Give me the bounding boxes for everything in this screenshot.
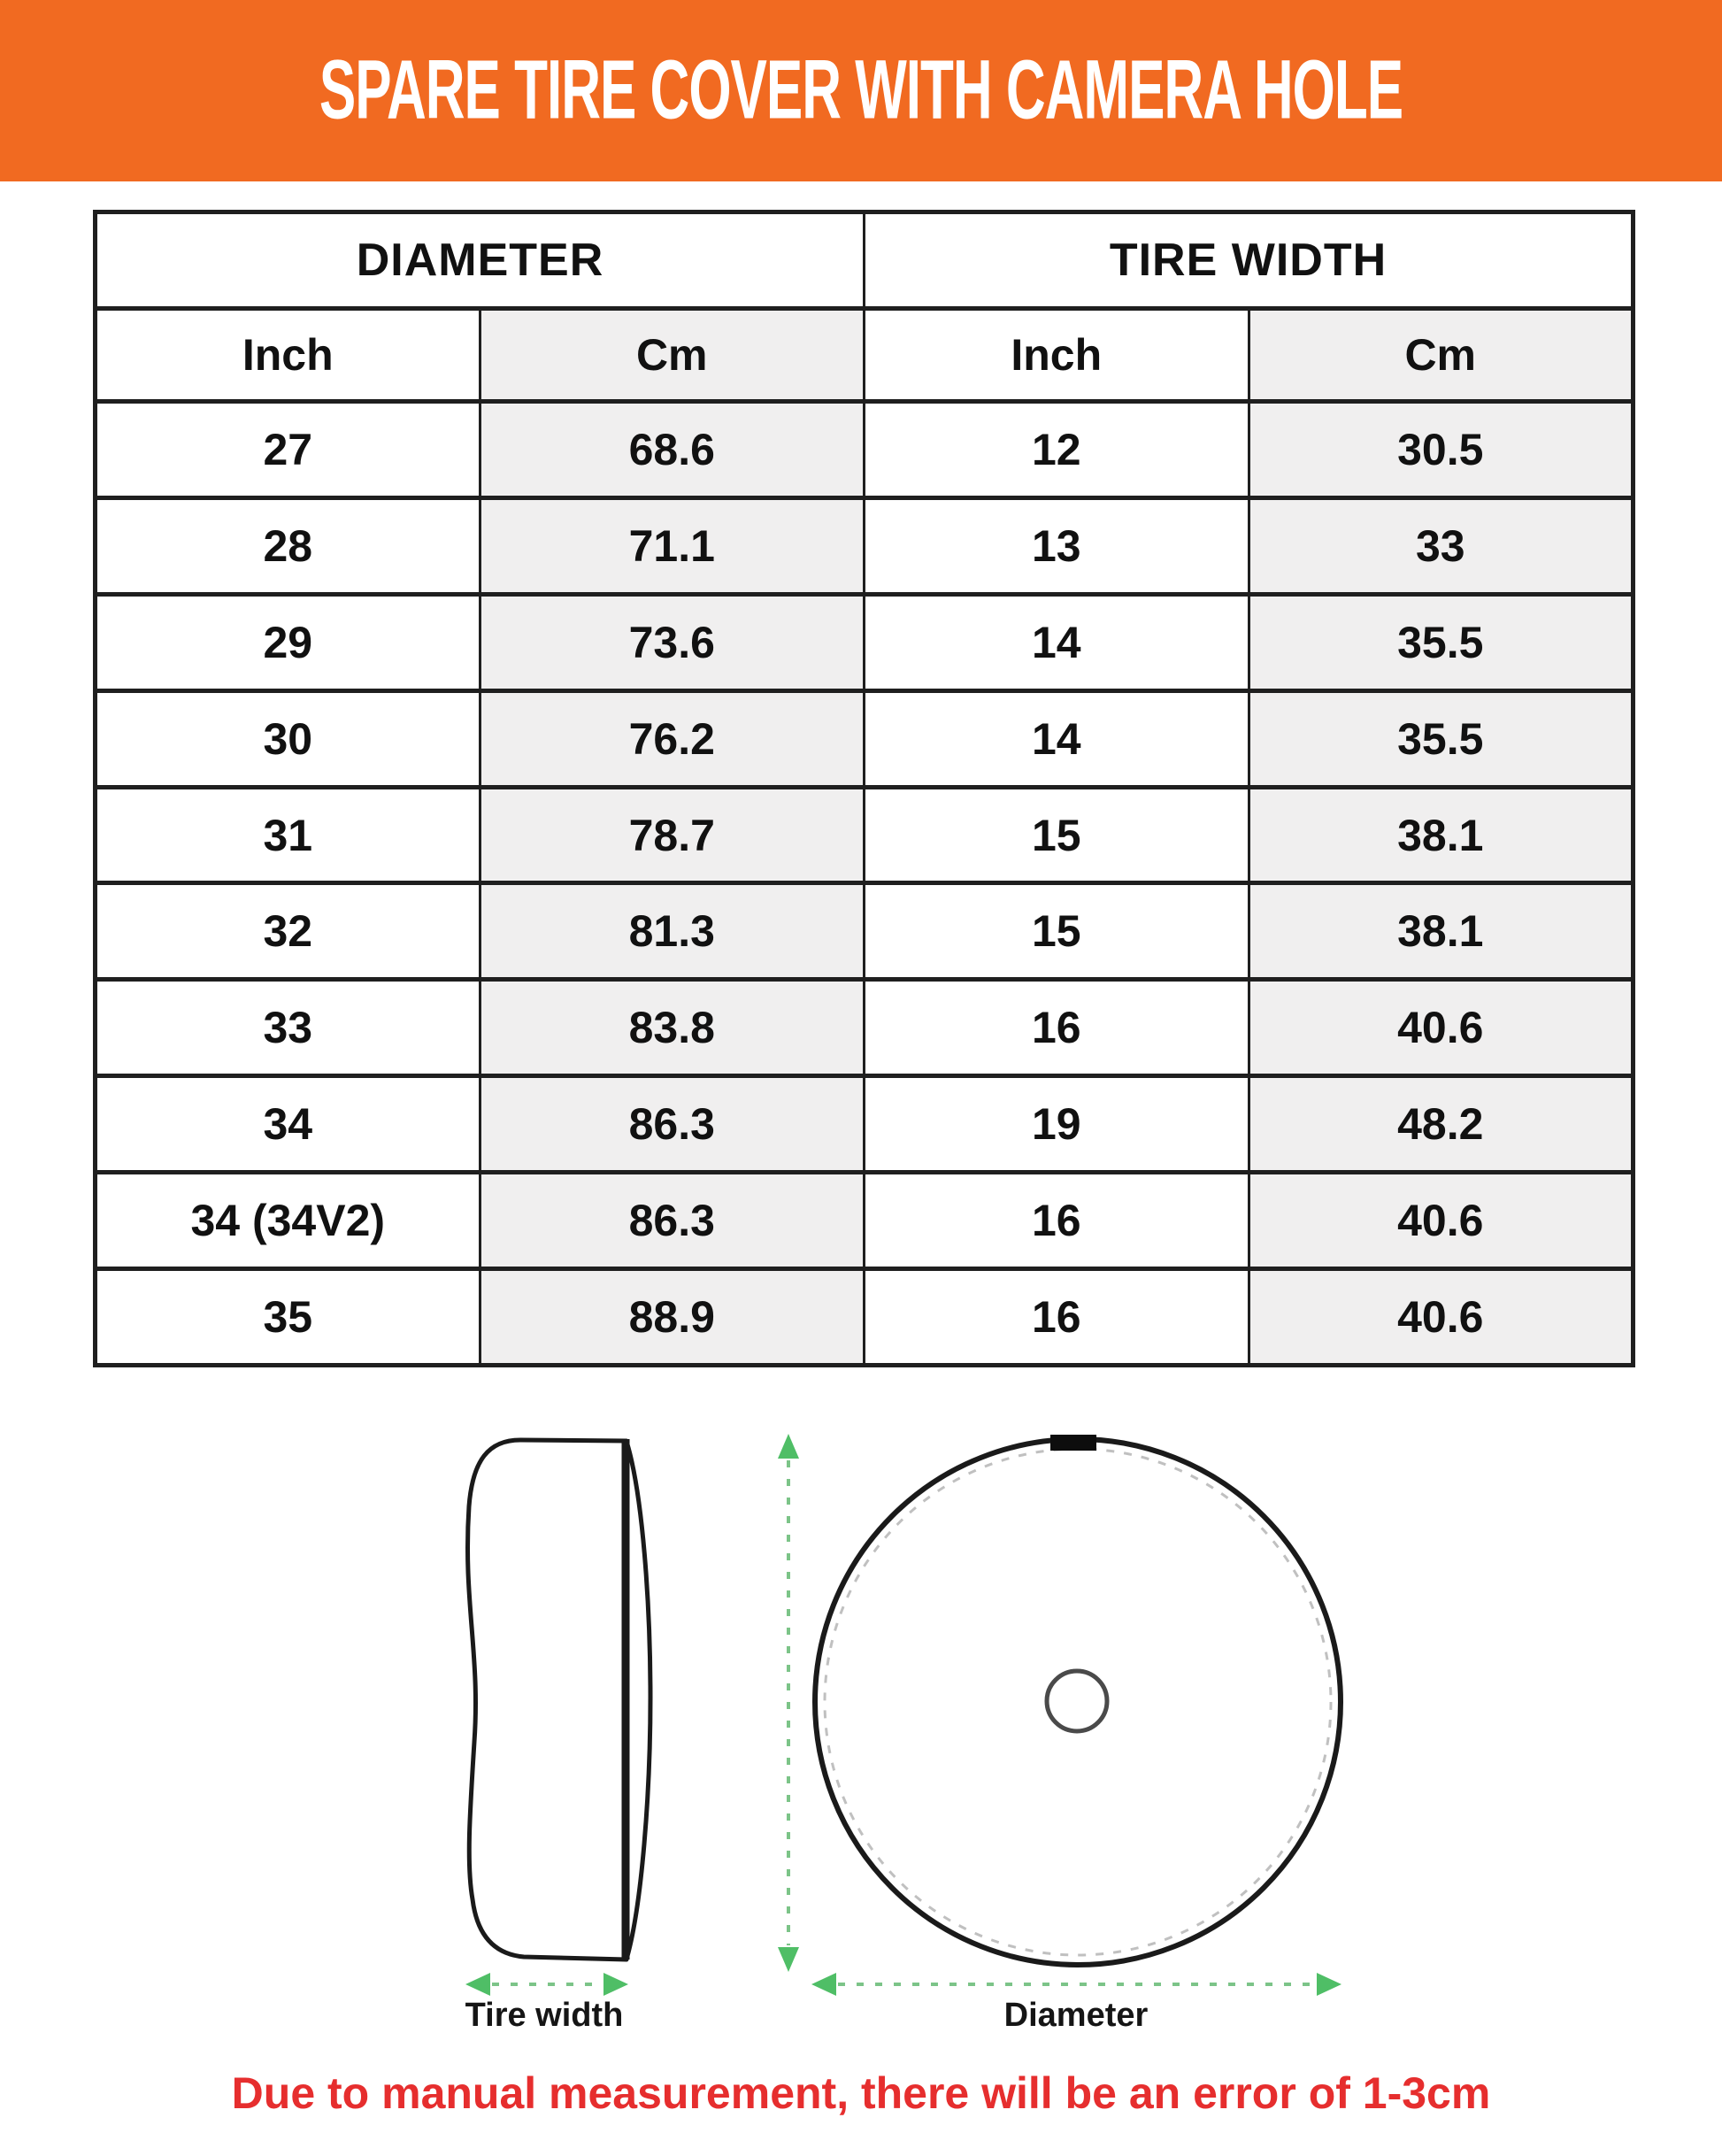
table-cell: 16 bbox=[865, 980, 1249, 1076]
tire-front-view-icon bbox=[815, 1435, 1341, 1965]
table-cell: 14 bbox=[865, 690, 1249, 787]
tire-side-view-icon bbox=[467, 1439, 650, 1960]
diameter-measure-arrow-icon bbox=[811, 1973, 1341, 1996]
measurement-note: Due to manual measurement, there will be an error of 1-3cm bbox=[231, 2068, 1491, 2118]
table-cell: 19 bbox=[865, 1076, 1249, 1173]
vertical-measure-arrow-icon bbox=[778, 1434, 799, 1972]
table-cell: 12 bbox=[865, 402, 1249, 498]
title-banner bbox=[0, 0, 1722, 181]
size-table bbox=[93, 210, 1635, 1367]
table-cell: 31 bbox=[96, 787, 480, 883]
table-cell: 30 bbox=[96, 690, 480, 787]
table-cell: 33 bbox=[1249, 497, 1634, 594]
table-row bbox=[96, 690, 1634, 787]
table-cell: 86.3 bbox=[480, 1076, 865, 1173]
column-header-tire-width-cm: Cm bbox=[1249, 309, 1634, 402]
table-cell: 40.6 bbox=[1249, 980, 1634, 1076]
column-group-diameter: DIAMETER bbox=[96, 212, 865, 309]
table-cell: 38.1 bbox=[1249, 787, 1634, 883]
table-row bbox=[96, 980, 1634, 1076]
table-cell: 15 bbox=[865, 787, 1249, 883]
page-title: SPARE TIRE COVER WITH CAMERA HOLE bbox=[319, 44, 1403, 137]
table-row bbox=[96, 787, 1634, 883]
table-cell: 40.6 bbox=[1249, 1269, 1634, 1366]
table-subheader-row bbox=[96, 309, 1634, 402]
table-row bbox=[96, 594, 1634, 690]
table-cell: 88.9 bbox=[480, 1269, 865, 1366]
camera-hole-icon bbox=[1047, 1671, 1107, 1731]
table-cell: 34 (34V2) bbox=[96, 1173, 480, 1269]
tire-diagram bbox=[0, 1407, 1722, 2053]
table-group-header-row bbox=[96, 212, 1634, 309]
table-cell: 32 bbox=[96, 883, 480, 980]
table-cell: 28 bbox=[96, 497, 480, 594]
diameter-label: Diameter bbox=[1003, 1997, 1149, 2034]
table-cell: 15 bbox=[865, 883, 1249, 980]
table-cell: 13 bbox=[865, 497, 1249, 594]
table-cell: 76.2 bbox=[480, 690, 865, 787]
table-cell: 34 bbox=[96, 1076, 480, 1173]
table-cell: 29 bbox=[96, 594, 480, 690]
table-cell: 81.3 bbox=[480, 883, 865, 980]
table-cell: 14 bbox=[865, 594, 1249, 690]
size-table-body bbox=[96, 402, 1634, 1366]
table-cell: 78.7 bbox=[480, 787, 865, 883]
column-group-tire-width: TIRE WIDTH bbox=[865, 212, 1634, 309]
table-row bbox=[96, 1269, 1634, 1366]
column-header-tire-width-inch: Inch bbox=[865, 309, 1249, 402]
table-cell: 35.5 bbox=[1249, 690, 1634, 787]
table-row bbox=[96, 497, 1634, 594]
column-header-diameter-inch: Inch bbox=[96, 309, 480, 402]
table-row bbox=[96, 1076, 1634, 1173]
valve-marker-icon bbox=[1050, 1435, 1096, 1451]
table-cell: 71.1 bbox=[480, 497, 865, 594]
table-cell: 27 bbox=[96, 402, 480, 498]
table-cell: 48.2 bbox=[1249, 1076, 1634, 1173]
table-row bbox=[96, 402, 1634, 498]
table-cell: 33 bbox=[96, 980, 480, 1076]
table-cell: 73.6 bbox=[480, 594, 865, 690]
table-cell: 35.5 bbox=[1249, 594, 1634, 690]
table-cell: 86.3 bbox=[480, 1173, 865, 1269]
table-cell: 38.1 bbox=[1249, 883, 1634, 980]
table-cell: 40.6 bbox=[1249, 1173, 1634, 1269]
table-cell: 68.6 bbox=[480, 402, 865, 498]
table-cell: 16 bbox=[865, 1269, 1249, 1366]
tire-width-label: Tire width bbox=[465, 1997, 624, 2034]
column-header-diameter-cm: Cm bbox=[480, 309, 865, 402]
table-cell: 16 bbox=[865, 1173, 1249, 1269]
table-cell: 83.8 bbox=[480, 980, 865, 1076]
table-row bbox=[96, 883, 1634, 980]
table-cell: 30.5 bbox=[1249, 402, 1634, 498]
tire-width-measure-arrow-icon bbox=[465, 1973, 628, 1996]
table-row bbox=[96, 1173, 1634, 1269]
table-cell: 35 bbox=[96, 1269, 480, 1366]
